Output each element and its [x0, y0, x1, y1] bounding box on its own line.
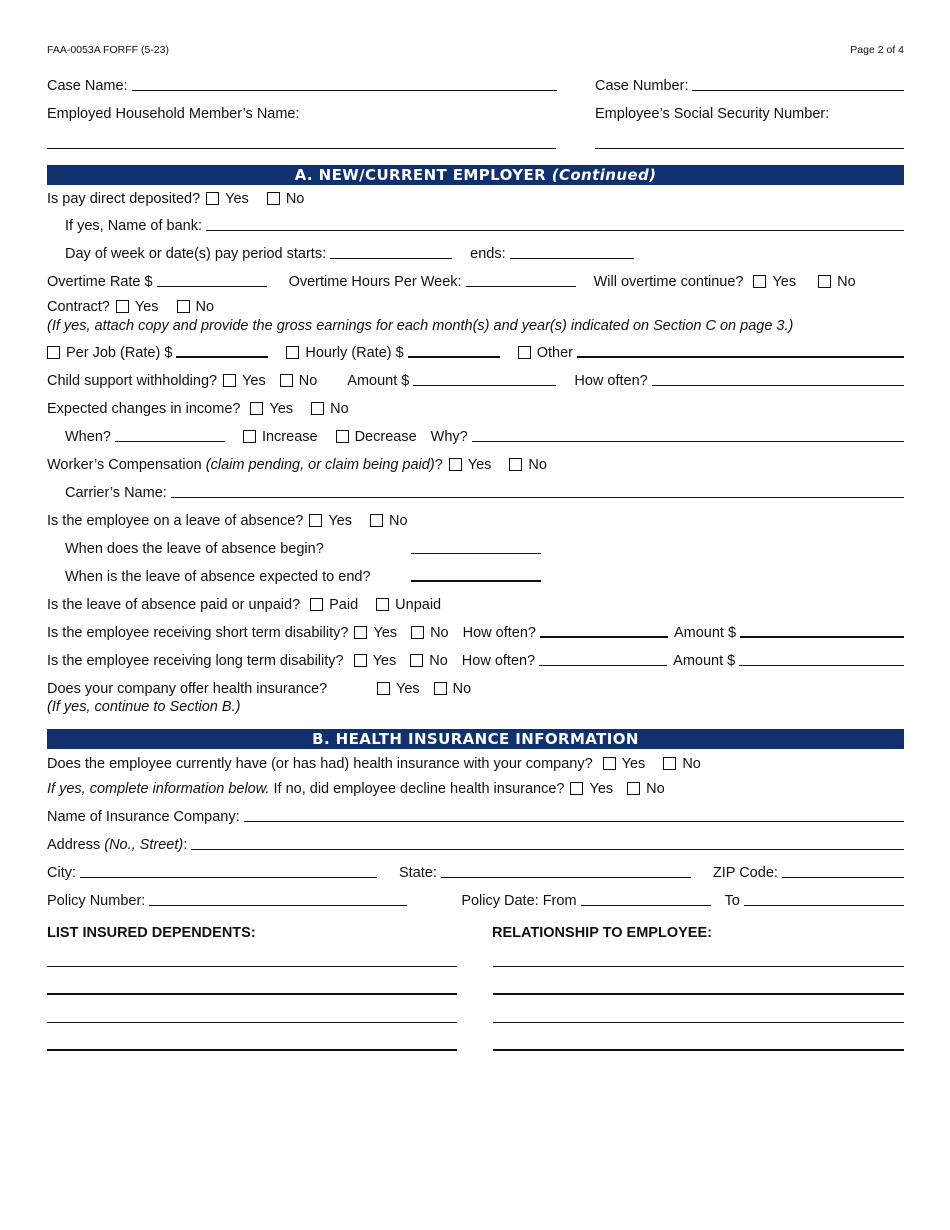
leave-end-label: When is the leave of absence expected to end? — [65, 569, 371, 585]
child-support-no-checkbox[interactable] — [280, 374, 293, 387]
health-note: (If yes, continue to Section B.) — [47, 699, 241, 715]
hourly-field[interactable] — [408, 355, 500, 358]
yes-label: Yes — [467, 457, 492, 473]
declined-label: If no, did employee decline health insurance? — [273, 781, 565, 797]
form-page — [47, 0, 904, 1230]
dependents-heading — [47, 925, 256, 941]
currently-have-row — [47, 756, 904, 772]
paid-checkbox[interactable] — [310, 598, 323, 611]
health-offer-label: Does your company offer health insurance? — [47, 681, 328, 697]
pay-period-end-field[interactable] — [510, 257, 634, 259]
yes-label: Yes — [772, 274, 797, 290]
long-term-no-checkbox[interactable] — [410, 654, 423, 667]
workers-comp-no-checkbox[interactable] — [509, 458, 522, 471]
relationship-field-4[interactable] — [493, 1049, 904, 1051]
workers-comp-note: (claim pending, or claim being paid) — [205, 457, 435, 473]
leave-paid-label: Is the leave of absence paid or unpaid? — [47, 597, 301, 613]
member-name-field[interactable] — [47, 148, 556, 149]
unpaid-label: Unpaid — [395, 597, 442, 613]
section-a-title-suffix: (Continued) — [551, 166, 657, 184]
expected-changes-row — [47, 401, 904, 417]
insurance-company-row — [47, 809, 904, 825]
health-note-row — [47, 699, 904, 715]
contract-no-checkbox[interactable] — [177, 300, 190, 313]
child-support-how-often-label: How often? — [574, 373, 648, 389]
carrier-label: Carrier’s Name: — [65, 485, 167, 501]
rate-row — [47, 345, 904, 361]
long-term-amount-label: Amount $ — [673, 653, 736, 669]
no-label: No — [285, 191, 305, 207]
short-term-how-often-label: How often? — [462, 625, 536, 641]
dependents-label: LIST INSURED DEPENDENTS: — [47, 925, 256, 941]
yes-label: Yes — [242, 373, 266, 389]
decrease-checkbox[interactable] — [336, 430, 349, 443]
overtime-continue-label: Will overtime continue? — [593, 274, 744, 290]
no-label: No — [330, 401, 349, 417]
per-job-checkbox[interactable] — [47, 346, 60, 359]
workers-comp-question-mark: ? — [434, 457, 443, 473]
child-support-row — [47, 373, 904, 389]
currently-have-label: Does the employee currently have (or has had) health insurance with your company? — [47, 756, 593, 772]
bank-name-field[interactable] — [206, 229, 904, 231]
case-number-field[interactable] — [692, 89, 904, 91]
overtime-rate-label: Overtime Rate $ — [47, 274, 153, 290]
yes-label: Yes — [373, 625, 398, 641]
overtime-rate-field[interactable] — [157, 285, 267, 287]
declined-no-checkbox[interactable] — [627, 782, 640, 795]
no-label: No — [646, 781, 665, 797]
case-name-field[interactable] — [132, 89, 557, 91]
short-term-how-often-field[interactable] — [540, 635, 668, 638]
short-term-label: Is the employee receiving short term disability? — [47, 625, 349, 641]
direct-deposit-yes-checkbox[interactable] — [206, 192, 219, 205]
contract-yes-checkbox[interactable] — [116, 300, 129, 313]
pay-period-start-field[interactable] — [330, 257, 452, 259]
ssn-row — [595, 106, 904, 122]
section-b-header — [47, 729, 904, 749]
no-label: No — [528, 457, 547, 473]
workers-comp-label: Worker’s Compensation — [47, 457, 202, 473]
leave-begin-label: When does the leave of absence begin? — [65, 541, 324, 557]
no-label: No — [195, 299, 215, 315]
ssn-field[interactable] — [595, 148, 904, 149]
declined-yes-checkbox[interactable] — [570, 782, 583, 795]
overtime-yes-checkbox[interactable] — [753, 275, 766, 288]
hourly-checkbox[interactable] — [286, 346, 299, 359]
child-support-yes-checkbox[interactable] — [223, 374, 236, 387]
case-number-label: Case Number: — [595, 78, 689, 94]
leave-paid-row — [47, 597, 904, 613]
case-name-row — [47, 78, 557, 94]
policy-date-to-field[interactable] — [744, 904, 904, 906]
bank-name-label: If yes, Name of bank: — [65, 218, 203, 234]
member-name-label: Employed Household Member’s Name: — [47, 106, 300, 122]
leave-no-checkbox[interactable] — [370, 514, 383, 527]
pay-period-end-label: ends: — [470, 246, 506, 262]
state-field[interactable] — [441, 876, 691, 878]
expected-changes-label: Expected changes in income? — [47, 401, 241, 417]
relationship-field-3[interactable] — [493, 1022, 904, 1023]
insurance-company-field[interactable] — [244, 820, 904, 822]
relationship-field-1[interactable] — [493, 966, 904, 967]
overtime-no-checkbox[interactable] — [818, 275, 831, 288]
child-support-label: Child support withholding? — [47, 373, 218, 389]
changes-detail-row — [65, 429, 904, 445]
address-label: Address — [47, 837, 101, 853]
leave-row — [47, 513, 904, 529]
child-support-amount-label: Amount $ — [347, 373, 410, 389]
yes-label: Yes — [328, 513, 352, 529]
long-term-how-often-field[interactable] — [539, 664, 667, 666]
relationship-heading — [492, 925, 904, 941]
short-term-no-checkbox[interactable] — [411, 626, 424, 639]
member-name-row — [47, 106, 557, 122]
leave-yes-checkbox[interactable] — [309, 514, 322, 527]
direct-deposit-row — [47, 191, 904, 207]
currently-have-yes-checkbox[interactable] — [603, 757, 616, 770]
long-term-amount-field[interactable] — [739, 664, 904, 666]
yes-label: Yes — [225, 191, 249, 207]
short-term-amount-label: Amount $ — [673, 625, 737, 641]
currently-have-no-checkbox[interactable] — [663, 757, 676, 770]
decrease-label: Decrease — [354, 429, 417, 445]
dependent-field-4[interactable] — [47, 1049, 457, 1051]
section-a-title: A. NEW/CURRENT EMPLOYER — [294, 166, 547, 184]
leave-end-row — [65, 569, 904, 585]
if-yes-note: If yes, complete information below. — [47, 781, 270, 797]
address-colon: : — [183, 837, 188, 853]
no-label: No — [452, 681, 472, 697]
address-field[interactable] — [191, 848, 904, 850]
per-job-field[interactable] — [176, 355, 268, 358]
dependent-field-2[interactable] — [47, 993, 457, 995]
workers-comp-row — [47, 457, 904, 473]
declined-row — [47, 781, 904, 797]
leave-label: Is the employee on a leave of absence? — [47, 513, 304, 529]
zip-field[interactable] — [782, 876, 904, 878]
address-note: (No., Street) — [104, 837, 184, 853]
case-name-label: Case Name: — [47, 78, 128, 94]
when-label: When? — [65, 429, 111, 445]
form-id: FAA-0053A FORFF (5-23) — [47, 44, 169, 56]
long-term-row — [47, 653, 904, 669]
increase-checkbox[interactable] — [243, 430, 256, 443]
dependent-field-3[interactable] — [47, 1022, 457, 1023]
long-term-yes-checkbox[interactable] — [354, 654, 367, 667]
no-label: No — [430, 625, 449, 641]
per-job-label: Per Job (Rate) $ — [66, 345, 173, 361]
contract-label: Contract? — [47, 299, 110, 315]
overtime-hours-label: Overtime Hours Per Week: — [288, 274, 462, 290]
policy-date-from-field[interactable] — [581, 904, 711, 906]
leave-end-field[interactable] — [411, 579, 541, 582]
policy-row — [47, 893, 904, 909]
yes-label: Yes — [372, 653, 397, 669]
yes-label: Yes — [134, 299, 159, 315]
long-term-label: Is the employee receiving long term disability? — [47, 653, 344, 669]
zip-label: ZIP Code: — [712, 865, 778, 881]
short-term-yes-checkbox[interactable] — [354, 626, 367, 639]
why-field[interactable] — [472, 440, 904, 442]
short-term-amount-field[interactable] — [740, 635, 904, 638]
insurance-company-label: Name of Insurance Company: — [47, 809, 240, 825]
page-number: Page 2 of 4 — [850, 44, 904, 56]
direct-deposit-label: Is pay direct deposited? — [47, 191, 201, 207]
policy-date-to-label: To — [724, 893, 740, 909]
no-label: No — [682, 756, 701, 772]
other-field[interactable] — [577, 355, 904, 358]
city-row — [47, 865, 904, 881]
health-offer-row — [47, 681, 904, 697]
direct-deposit-no-checkbox[interactable] — [267, 192, 280, 205]
ssn-label: Employee’s Social Security Number: — [595, 106, 830, 122]
carrier-field[interactable] — [171, 496, 904, 498]
health-offer-yes-checkbox[interactable] — [377, 682, 390, 695]
yes-label: Yes — [589, 781, 614, 797]
overtime-hours-field[interactable] — [466, 285, 576, 287]
policy-number-label: Policy Number: — [47, 893, 146, 909]
relationship-field-2[interactable] — [493, 993, 904, 995]
why-label: Why? — [430, 429, 468, 445]
yes-label: Yes — [269, 401, 294, 417]
page-header — [47, 44, 904, 56]
expected-changes-no-checkbox[interactable] — [311, 402, 324, 415]
city-label: City: — [47, 865, 76, 881]
unpaid-checkbox[interactable] — [376, 598, 389, 611]
yes-label: Yes — [396, 681, 420, 697]
long-term-how-often-label: How often? — [461, 653, 536, 669]
contract-note-row — [47, 318, 904, 334]
section-a-header — [47, 165, 904, 185]
child-support-amount-field[interactable] — [413, 384, 556, 386]
pay-period-start-label: Day of week or date(s) pay period starts: — [65, 246, 327, 262]
carrier-row — [65, 485, 904, 501]
policy-date-from-label: Policy Date: From — [461, 893, 577, 909]
leave-begin-field[interactable] — [411, 552, 541, 554]
health-offer-no-checkbox[interactable] — [434, 682, 447, 695]
leave-begin-row — [65, 541, 904, 557]
section-b-title: B. HEALTH INSURANCE INFORMATION — [312, 730, 639, 748]
contract-note: (If yes, attach copy and provide the gross earnings for each month(s) and year(s) indicated on Section C on page 3.) — [47, 318, 794, 334]
city-field[interactable] — [80, 876, 377, 878]
yes-label: Yes — [621, 756, 646, 772]
short-term-row — [47, 625, 904, 641]
no-label: No — [298, 373, 318, 389]
address-row — [47, 837, 904, 853]
when-field[interactable] — [115, 440, 225, 442]
no-label: No — [837, 274, 856, 290]
paid-label: Paid — [329, 597, 359, 613]
dependent-field-1[interactable] — [47, 966, 457, 967]
increase-label: Increase — [261, 429, 318, 445]
overtime-row — [47, 274, 904, 290]
state-label: State: — [399, 865, 437, 881]
other-label: Other — [536, 345, 573, 361]
workers-comp-yes-checkbox[interactable] — [449, 458, 462, 471]
pay-period-row — [65, 246, 904, 262]
policy-number-field[interactable] — [149, 904, 407, 906]
no-label: No — [429, 653, 448, 669]
no-label: No — [389, 513, 408, 529]
other-checkbox[interactable] — [518, 346, 531, 359]
contract-row — [47, 299, 904, 315]
expected-changes-yes-checkbox[interactable] — [250, 402, 263, 415]
child-support-how-often-field[interactable] — [652, 384, 904, 386]
hourly-label: Hourly (Rate) $ — [305, 345, 404, 361]
case-number-row — [595, 78, 904, 94]
bank-name-row — [65, 218, 904, 234]
relationship-label: RELATIONSHIP TO EMPLOYEE: — [492, 925, 712, 941]
